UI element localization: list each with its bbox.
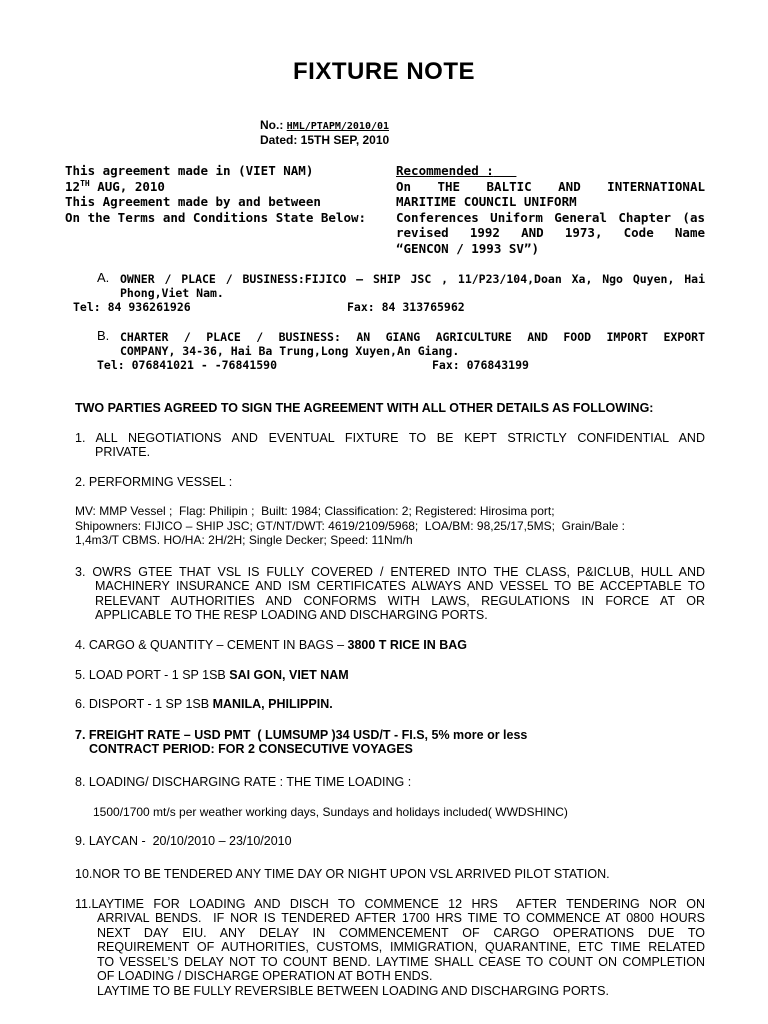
clause-11-line: TO VESSEL’S DELAY NOT TO COUNT BEND. LAYTIME SHALL CEASE TO COUNT ON COMPLETION [97,954,705,969]
vessel-details [75,504,715,548]
clause-6-port: MANILA, PHILIPPIN. [212,697,333,711]
charter-line-1: CHARTER / PLACE / BUSINESS: AN GIANG AGRICULTURE AND FOOD IMPORT EXPORT [120,330,705,344]
clause-5-text: 5. LOAD PORT - 1 SP 1SB [75,668,230,682]
agreed-heading: TWO PARTIES AGREED TO SIGN THE AGREEMENT WITH ALL OTHER DETAILS AS FOLLOWING: [75,401,654,415]
owner-letter: A. [97,270,110,285]
agreement-made-by: This Agreement made by and between [65,194,321,209]
agreement-block [65,163,385,225]
document-date: Dated: 15TH SEP, 2010 [260,133,390,147]
clause-11-line: 11.LAYTIME FOR LOADING AND DISCH TO COMMENCE 12 HRS AFTER TENDERING NOR ON [75,897,705,911]
agreement-date-suffix: TH [80,178,90,188]
recommended-line: “GENCON / 1993 SV”) [396,240,539,256]
clause-9: 9. LAYCAN - 20/10/2010 – 23/10/2010 [75,834,292,848]
owner-fax: Fax: 84 313765962 [347,300,465,314]
clause-3-cont [95,579,705,623]
charter-letter: B. [97,328,110,343]
clause-11-cont [97,911,705,998]
agreement-made-in: This agreement made in (VIET NAM) [65,163,314,178]
clause-11-line: REQUIREMENT OF AUTHORITIES, CUSTOMS, IMMIGRATION, QUARANTINE, ETC TIME RELATED [97,940,705,954]
clause-3-line: MACHINERY INSURANCE AND ISM CERTIFICATES ALWAYS AND VESSEL TO BE ACCEPTABLE TO [95,579,705,593]
clause-8: 8. LOADING/ DISCHARGING RATE : THE TIME LOADING : [75,775,412,789]
charter-fax: Fax: 076843199 [432,358,529,372]
clause-3-line: 3. OWRS GTEE THAT VSL IS FULLY COVERED / ENTERED INTO THE CLASS, P&ICLUB, HULL AND [75,565,705,579]
clause-4-cargo: 3800 T RICE IN BAG [347,638,468,652]
document-number-value: HML/PTAPM/2010/01 [286,121,390,132]
recommended-line: On THE BALTIC AND INTERNATIONAL [396,178,705,194]
charter-line-2: COMPANY, 34-36, Hai Ba Trung,Long Xuyen,An Giang. [120,344,460,358]
document-number [260,118,389,132]
clause-11-line: NEXT DAY EIU. ANY DELAY IN COMMENCEMENT OF CARGO OPERATIONS DUE TO [97,925,705,940]
clause-1-line: PRIVATE. [95,445,151,459]
clause-8-detail: 1500/1700 mt/s per weather working days, Sundays and holidays included( WWDSHINC) [93,805,568,819]
clause-5 [75,668,349,683]
clause-3 [75,565,705,580]
clause-6-text: 6. DISPORT - 1 SP 1SB [75,697,213,711]
owner-line-2: Phong,Viet Nam. [120,286,224,300]
recommended-heading [396,163,705,179]
clause-11-line: LAYTIME TO BE FULLY REVERSIBLE BETWEEN LOADING AND DISCHARGING PORTS. [97,983,609,998]
recommended-line: MARITIME COUNCIL UNIFORM [396,194,577,209]
agreement-date-rest: AUG, 2010 [89,178,165,194]
recommended-block [396,163,705,256]
vessel-line: 1,4m3/T CBMS. HO/HA: 2H/2H; Single Decker; Speed: 11Nm/h [75,533,413,547]
clause-7-line-1: 7. FREIGHT RATE – USD PMT ( LUMSUMP )34 USD/T - FI.S, 5% more or less [75,728,528,742]
clause-11-line: OF LOADING / DISCHARGE OPERATION AT BOTH ENDS. [97,969,433,983]
clause-10: 10.NOR TO BE TENDERED ANY TIME DAY OR NIGHT UPON VSL ARRIVED PILOT STATION. [75,867,610,881]
clause-4 [75,638,467,653]
agreement-terms: On the Terms and Conditions State Below: [65,209,367,225]
owner-tel: Tel: 84 936261926 [73,300,191,314]
clause-3-line: APPLICABLE TO THE RESP LOADING AND DISCHARGING PORTS. [95,608,488,622]
clause-11-line: ARRIVAL BENDS. IF NOR IS TENDERED AFTER 1700 HRS TIME TO COMMENCE AT 0800 HOURS [97,911,705,925]
clause-6 [75,697,333,712]
clause-3-line: RELEVANT AUTHORITIES AND CONFORMS WITH LAWS, REGULATIONS IN FORCE AT OR [95,593,705,608]
recommended-line: revised 1992 AND 1973, Code Name [396,225,705,240]
recommended-line: Conferences Uniform General Chapter (as [396,209,705,225]
clause-7-line-2: CONTRACT PERIOD: FOR 2 CONSECUTIVE VOYAGES [89,742,413,756]
clause-11 [75,897,705,912]
clause-4-text: 4. CARGO & QUANTITY – CEMENT IN BAGS – [75,638,348,652]
vessel-line: Shipowners: FIJICO – SHIP JSC; GT/NT/DWT: 4619/2109/5968; LOA/BM: 98,25/17,5MS; Grain/Bale : [75,518,626,533]
agreement-date-day: 12 [65,178,81,194]
document-title: FIXTURE NOTE [292,58,475,85]
clause-1-line: 1. ALL NEGOTIATIONS AND EVENTUAL FIXTURE TO BE KEPT STRICTLY CONFIDENTIAL AND [75,431,705,445]
owner-line-1: OWNER / PLACE / BUSINESS:FIJICO – SHIP JSC , 11/P23/104,Doan Xa, Ngo Quyen, Hai [120,272,705,286]
document-number-label: No.: [260,118,284,132]
charter-tel: Tel: 076841021 - -76841590 [97,358,278,372]
clause-5-port: SAI GON, VIET NAM [229,668,349,682]
recommended-heading-text: Recommended : [396,163,494,178]
clause-1 [75,431,705,446]
agreement-date [65,179,385,195]
vessel-line: MV: MMP Vessel ; Flag: Philipin ; Built: 1984; Classification: 2; Registered: Hirosima port; [75,504,555,518]
clause-2: 2. PERFORMING VESSEL : [75,475,233,489]
